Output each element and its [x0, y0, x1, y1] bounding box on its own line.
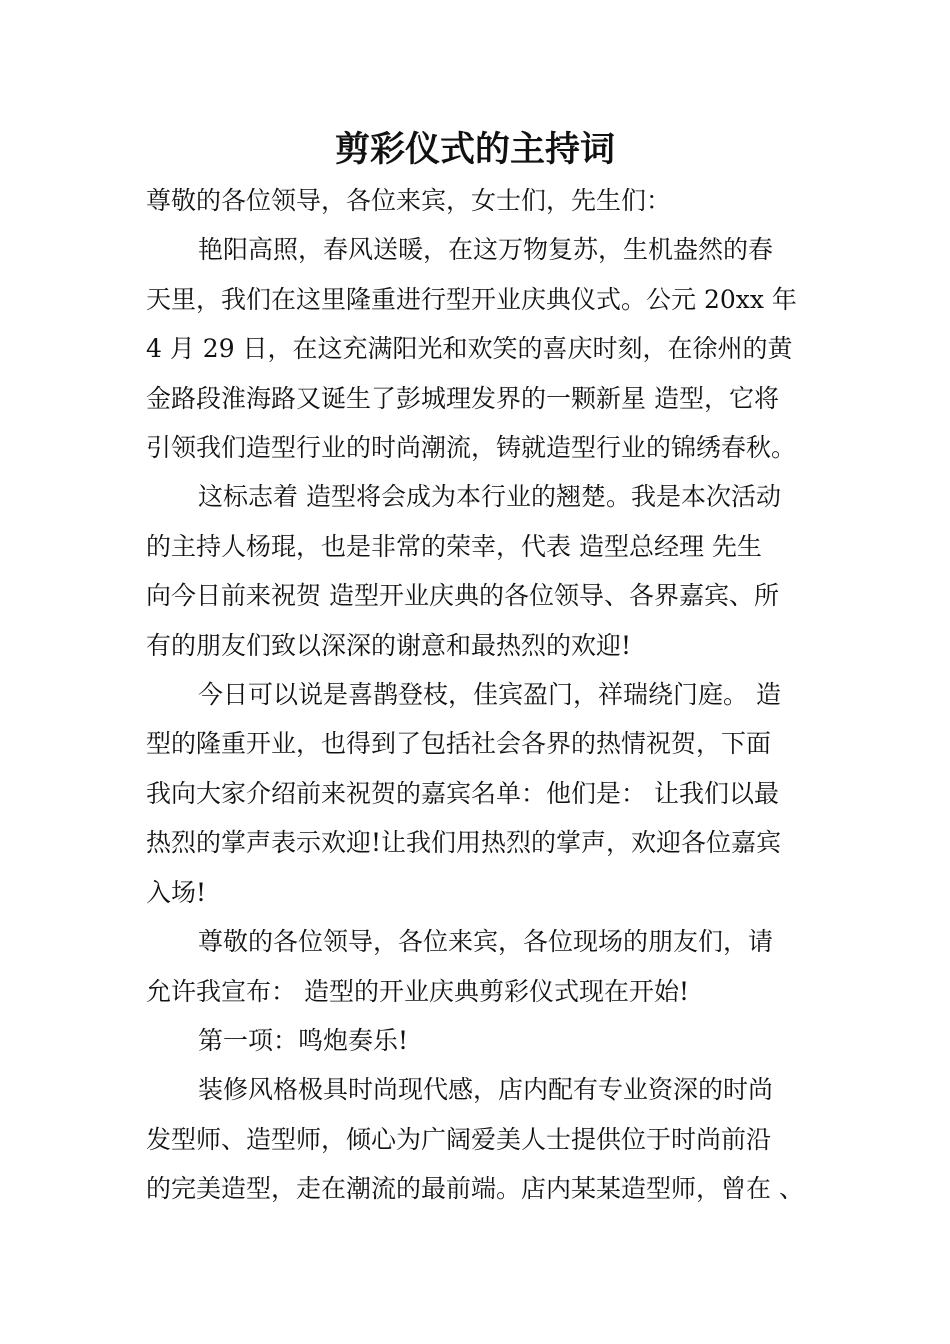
text-line: 入场!	[146, 877, 207, 907]
text-line: 热烈的掌声表示欢迎!让我们用热烈的掌声，欢迎各位嘉宾	[146, 828, 782, 858]
text-line: 今日可以说是喜鹊登枝，佳宾盈门，祥瑞绕门庭。 造	[198, 680, 781, 710]
paragraph-2	[146, 472, 810, 670]
text-line: 有的朋友们致以深深的谢意和最热烈的欢迎!	[146, 630, 632, 660]
text-line: 装修风格极具时尚现代感，店内配有专业资深的时尚	[198, 1075, 774, 1105]
greeting-line: 尊敬的各位领导，各位来宾，女士们，先生们：	[146, 186, 672, 215]
paragraph-5	[146, 1016, 810, 1065]
text-line: 我向大家介绍前来祝贺的嘉宾名单：他们是： 让我们以最	[146, 778, 779, 808]
paragraph-3	[146, 670, 810, 917]
text-line: 允许我宣布： 造型的开业庆典剪彩仪式现在开始!	[146, 976, 689, 1006]
text-line: 金路段淮海路又诞生了彭城理发界的一颗新星 造型，它将	[146, 383, 779, 413]
text-line: 向今日前来祝贺 造型开业庆典的各位领导、各界嘉宾、所	[146, 581, 779, 611]
paragraph-6	[146, 1065, 810, 1213]
text-line: 艳阳高照，春风送暖，在这万物复苏，生机盎然的春	[198, 235, 774, 265]
text-line: 4 月 29 日，在这充满阳光和欢笑的喜庆时刻，在徐州的黄	[146, 334, 793, 364]
paragraph-1	[146, 225, 810, 472]
text-line: 型的隆重开业，也得到了包括社会各界的热情祝贺，下面	[146, 729, 772, 759]
text-line: 的主持人杨琨，也是非常的荣幸，代表 造型总经理 先生	[146, 531, 762, 561]
text-line: 发型师、造型师，倾心为广阔爱美人士提供位于时尚前沿	[146, 1124, 772, 1154]
document-body	[146, 176, 810, 1214]
text-line: 的完美造型，走在潮流的最前端。店内某某造型师，曾在 、	[146, 1174, 804, 1204]
paragraph-4	[146, 917, 810, 1016]
page-title: 剪彩仪式的主持词	[334, 130, 615, 170]
text-line: 尊敬的各位领导，各位来宾，各位现场的朋友们，请	[198, 927, 774, 957]
text-line: 这标志着 造型将会成为本行业的翘楚。我是本次活动	[198, 482, 781, 512]
text-line: 天里，我们在这里隆重进行型开业庆典仪式。公元 20xx 年	[146, 284, 797, 314]
text-line: 引领我们造型行业的时尚潮流，铸就造型行业的锦绣春秋。	[146, 433, 797, 463]
text-line: 第一项：鸣炮奏乐!	[198, 1025, 409, 1055]
